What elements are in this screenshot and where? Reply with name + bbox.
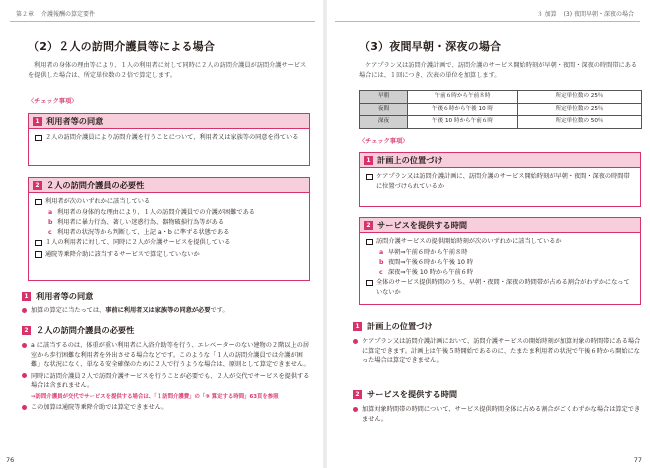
page-number: 77 [633, 456, 642, 464]
sub-text: 深夜⇒午後 10 時から午前６時 [388, 269, 474, 277]
table-cell-time: 午後６時から午後 10 時 [408, 103, 518, 116]
bullet-emphasis: 事前に利用者又は家族等の同意が必要 [105, 307, 211, 314]
sub-item [366, 268, 634, 278]
bullet-list [353, 405, 643, 426]
subheading-time [353, 388, 457, 401]
table-row [360, 91, 642, 104]
sub-item [35, 218, 303, 228]
table-cell-rate: 所定単位数の 25％ [518, 91, 642, 104]
checklist-item [35, 238, 303, 248]
checklist-text: 全体のサービス提供時間のうち、早朝・夜間・深夜の時間帯が占める割合がわずかになっていないか [376, 279, 630, 297]
bullet-dot-icon [22, 405, 27, 410]
sub-item [366, 258, 634, 268]
check-box-necessity [28, 177, 310, 281]
bullet-item [22, 306, 312, 316]
table-cell-rate: 所定単位数の 25％ [518, 103, 642, 116]
checkbox-icon [35, 251, 42, 258]
subheading-text: 利用者等の同意 [36, 291, 94, 301]
bullet-text: ケアプラン又は訪問介護計画において、訪問介護サービスの開始時刻が加算対象の時間帯にある場合に算定できます。計画上は午後５時開始であるのに、たまたま利用者の状況で午後６時から開始になった場合は算定できません。 [362, 338, 641, 365]
box-header [29, 178, 309, 193]
chapter-number: ３ 加算 [536, 11, 557, 18]
sub-text: 利用者に暴力行為、著しい迷惑行為、器物破損行為等がある [57, 219, 225, 227]
box-header [360, 153, 640, 168]
reference-note: ⇒訪問介護員が交代でサービスを提供する場合は、「１訪問介護費」の「⑨ 算定する時間」63頁を参照 [31, 394, 279, 401]
sub-letter: c [379, 269, 383, 277]
checkbox-icon [35, 199, 42, 206]
table-cell-label: 深夜 [360, 116, 408, 129]
table-row [360, 103, 642, 116]
section-title: （3）夜間早朝・深夜の場合 [359, 40, 502, 53]
sub-item [366, 248, 634, 258]
box-header [360, 218, 640, 233]
bullet-text-end: です。 [210, 307, 229, 314]
chapter-title: (3) 夜間早朝・深夜の場合 [563, 11, 634, 18]
bullet-text: この加算は通院等乗降介助では算定できません。 [31, 404, 168, 412]
bullet-list [353, 337, 643, 368]
check-box-consent [28, 113, 310, 166]
checklist-text: ケアプラン又は訪問介護計画に、訪問介護のサービス開始時刻が早朝・夜間・深夜の時間帯に位置づけられているか [376, 173, 630, 190]
checklist-text: 訪問介護サービスの提供開始時刻が次のいずれかに該当しているか [376, 238, 562, 245]
check-label: 〈チェック事項〉 [359, 138, 409, 145]
box-body [360, 168, 640, 196]
subheading-necessity [22, 324, 134, 337]
running-head [16, 10, 95, 19]
number-badge: 1 [33, 117, 42, 126]
rate-table [359, 90, 642, 129]
table-cell-time: 午後 10 時から午前６時 [408, 116, 518, 129]
box-title: ２人の訪問介護員の必要性 [46, 179, 145, 190]
checkbox-icon [35, 240, 42, 247]
chapter-title: 介護報酬の算定要件 [40, 11, 95, 18]
box-title: 利用者等の同意 [46, 115, 104, 126]
table-cell-time: 午前６時から午前８時 [408, 91, 518, 104]
checkbox-icon [366, 280, 373, 287]
sub-text: 利用者の状況等から判断して、上記 a・b に準ずる状態である [57, 229, 230, 237]
sub-letter: c [48, 229, 52, 237]
number-badge: 2 [33, 181, 42, 190]
checklist-text: １人の利用者に対して、同時に２人が介護サービスを提供している [45, 239, 231, 247]
checkbox-icon [366, 174, 373, 181]
bullet-dot-icon [353, 339, 358, 344]
bullet-list [22, 306, 312, 318]
number-badge: 2 [364, 221, 373, 230]
check-label: 〈チェック事項〉 [28, 98, 78, 105]
header-divider [10, 21, 315, 22]
number-badge: 1 [364, 156, 373, 165]
table-cell-label: 夜間 [360, 103, 408, 116]
sub-letter: b [379, 259, 384, 267]
sub-letter: a [379, 249, 384, 257]
bullet-dot-icon [22, 343, 27, 348]
checklist-item [35, 197, 303, 207]
checklist-item [366, 172, 634, 191]
table-row [360, 116, 642, 129]
sub-letter: a [48, 209, 53, 217]
bullet-text: 加算の算定に当たっては、 [31, 307, 106, 314]
intro-paragraph: 利用者の身体の理由等により、１人の利用者に対して同時に２人の訪問介護員が訪問介護サービスを提供した場合は、所定単位数の２倍で算定します。 [28, 62, 307, 79]
bullet-text: 同時に訪問介護員２人で訪問介護サービスを行うことが必要でも、２人が交代でサービスを提供する場合は含まれません。 [31, 372, 310, 390]
checkbox-icon [35, 135, 42, 142]
bullet-text: 加算対象時間帯の時間について、サービス提供時間全体に占める割合がごくわずかな場合は算定できません。 [362, 406, 641, 423]
bullet-item [353, 405, 643, 424]
sub-item [35, 228, 303, 238]
running-head [537, 10, 634, 19]
checklist-text: 通院等乗降介助に該当するサービスで算定していないか [45, 250, 200, 258]
page-number: 76 [6, 456, 15, 464]
section-title: （2）２人の訪問介護員等による場合 [28, 40, 216, 53]
right-page [325, 0, 650, 468]
checklist-item [35, 250, 303, 260]
sub-item [35, 208, 303, 218]
table-cell-rate: 所定単位数の 50％ [518, 116, 642, 129]
table-cell-label: 早朝 [360, 91, 408, 104]
bullet-item [22, 372, 312, 391]
number-badge: 2 [22, 326, 31, 335]
sub-text: 早朝⇒午前６時から午前８時 [388, 249, 468, 257]
sub-letter: b [48, 219, 53, 227]
number-badge: 2 [353, 390, 362, 399]
chapter-number: 第２章 [16, 11, 35, 18]
subheading-consent [22, 290, 93, 303]
bullet-dot-icon [22, 308, 27, 313]
checkbox-icon [366, 239, 373, 246]
number-badge: 1 [353, 322, 362, 331]
checklist-text: ２人の訪問介護員により訪問介護を行うことについて、利用者又は家族等の同意を得ている [45, 134, 299, 141]
box-body [360, 233, 640, 302]
bullet-dot-icon [22, 373, 27, 378]
subheading-plan [353, 320, 433, 333]
check-box-time [359, 217, 641, 305]
header-divider [335, 21, 640, 22]
box-header [29, 114, 309, 129]
subheading-text: サービスを提供する時間 [367, 389, 458, 399]
bullet-item [22, 341, 312, 370]
box-title: 計画上の位置づけ [377, 154, 443, 165]
subheading-text: ２人の訪問介護員の必要性 [36, 325, 135, 335]
check-box-plan [359, 152, 641, 207]
intro-paragraph: ケアプラン又は訪問介護計画で、訪問介護のサービス開始時刻が早朝・夜間・深夜の時間帯にある場合には、１回につき、次表の単位を加算します。 [359, 62, 638, 79]
bullet-item [22, 403, 312, 413]
bullet-item [353, 337, 643, 366]
subheading-text: 計画上の位置づけ [367, 321, 433, 331]
box-title: サービスを提供する時間 [377, 219, 468, 230]
sub-text: 利用者の身体的な理由により、１人の訪問介護員での介護が困難である [57, 209, 255, 217]
sub-text: 夜間⇒午後６時から午後 10 時 [388, 259, 474, 267]
bullet-list [22, 341, 312, 415]
checklist-item [366, 278, 634, 297]
box-body [29, 193, 309, 264]
bullet-dot-icon [353, 407, 358, 412]
checklist-text: 利用者が次のいずれかに該当している [45, 198, 151, 205]
box-body [29, 129, 309, 147]
checklist-item [366, 237, 634, 247]
number-badge: 1 [22, 292, 31, 301]
bullet-text: a に該当するのは、体重が重い利用者に入浴介助等を行う、エレベーターのない建物の２階以上の居室から歩行困難な利用者を外出させる場合などです。このような「１人の訪問介護員では介護が困難」な状況になく、単なる安全確保のために２人で行うような場合は、原則として算定できません。 [31, 342, 310, 369]
checklist-item [35, 133, 303, 143]
